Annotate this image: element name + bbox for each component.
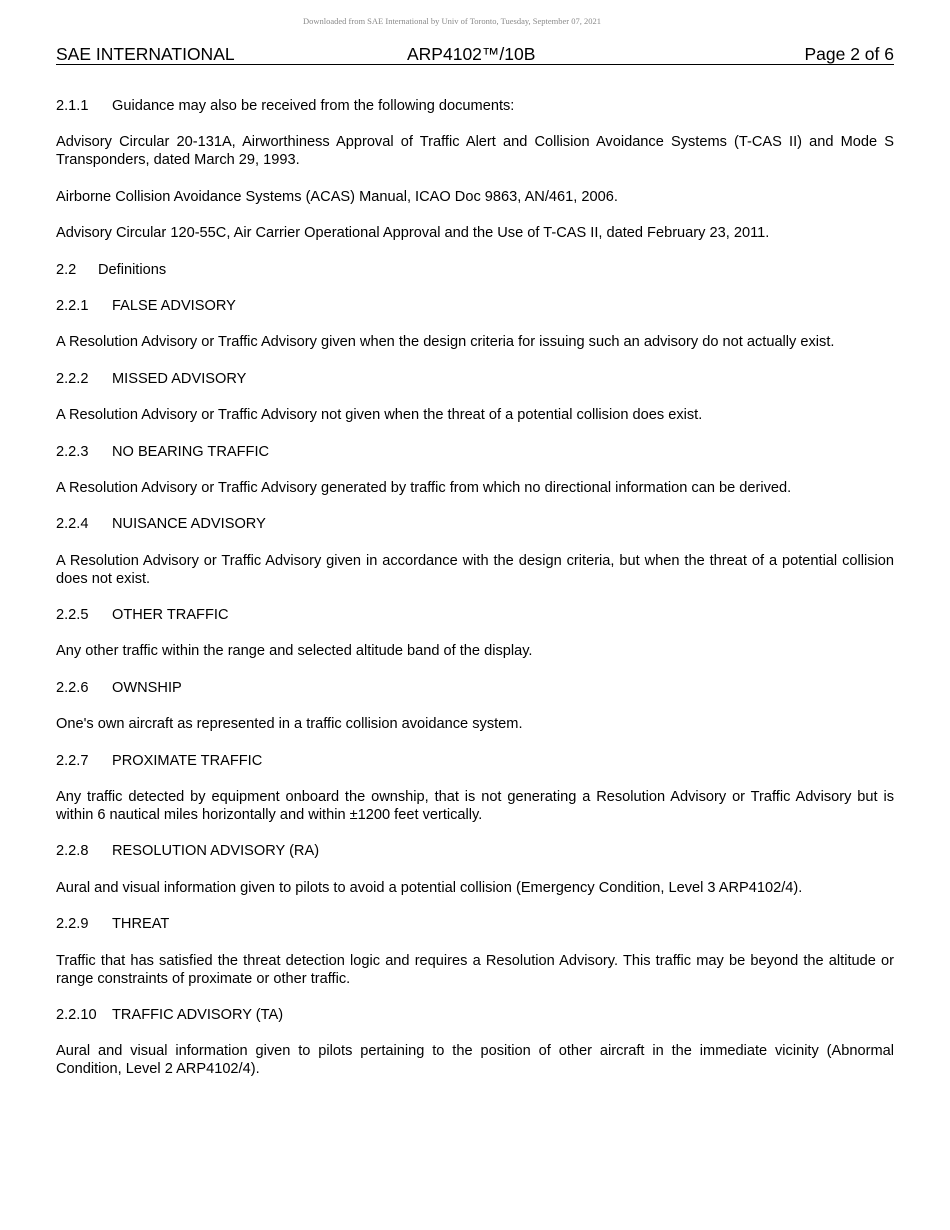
definition-term: MISSED ADVISORY <box>112 370 247 387</box>
definition-term: OWNSHIP <box>112 679 182 696</box>
definition-heading <box>56 443 894 461</box>
definition-text: Any traffic detected by equipment onboard the ownship, that is not generating a Resolution Advisory or Traffic Advisory but is within 6 nautical miles horizontally and within ±1200 feet vertically. <box>56 789 894 824</box>
section-number: 2.2 <box>56 261 77 278</box>
header-page-number: Page 2 of 6 <box>804 44 894 64</box>
download-watermark: Downloaded from SAE International by Univ of Toronto, Tuesday, September 07, 2021 <box>302 16 602 26</box>
definition-number: 2.2.10 <box>56 1006 97 1023</box>
definition-text: One's own aircraft as represented in a traffic collision avoidance system. <box>56 716 523 733</box>
definition-term: TRAFFIC ADVISORY (TA) <box>112 1006 284 1023</box>
definition-number: 2.2.2 <box>56 370 89 387</box>
definition-term: FALSE ADVISORY <box>112 297 236 314</box>
definition-term: THREAT <box>112 916 170 933</box>
document-body <box>56 97 894 1097</box>
page-header <box>56 44 894 65</box>
definition-text: Aural and visual information given to pilots to avoid a potential collision (Emergency Condition, Level 3 ARP4102/4). <box>56 879 803 896</box>
definition-text: A Resolution Advisory or Traffic Advisory given in accordance with the design criteria, but when the threat of a potential collision does not exist. <box>56 552 894 587</box>
definition-number: 2.2.8 <box>56 843 89 860</box>
section-heading-2-1-1 <box>56 97 894 115</box>
definition-number: 2.2.5 <box>56 607 89 624</box>
definition-heading <box>56 679 894 697</box>
definition-term: OTHER TRAFFIC <box>112 607 229 624</box>
definition-text: A Resolution Advisory or Traffic Advisory given when the design criteria for issuing such an advisory do not actually exist. <box>56 334 835 351</box>
definition-number: 2.2.9 <box>56 916 89 933</box>
definition-heading <box>56 915 894 933</box>
definition-heading <box>56 1006 894 1024</box>
definition-text: A Resolution Advisory or Traffic Advisory generated by traffic from which no directional information can be derived. <box>56 479 792 496</box>
definition-heading <box>56 842 894 860</box>
definition-heading <box>56 606 894 624</box>
definition-number: 2.2.3 <box>56 443 89 460</box>
definition-text: Any other traffic within the range and selected altitude band of the display. <box>56 643 533 660</box>
definition-text: Aural and visual information given to pilots pertaining to the position of other aircraft in the immediate vicinity (Abnormal Condition, Level 2 ARP4102/4). <box>56 1043 894 1078</box>
definition-term: NO BEARING TRAFFIC <box>112 443 270 460</box>
definition-number: 2.2.1 <box>56 297 89 314</box>
definition-number: 2.2.4 <box>56 516 89 533</box>
definition-heading <box>56 752 894 770</box>
reference-paragraph: Airborne Collision Avoidance Systems (ACAS) Manual, ICAO Doc 9863, AN/461, 2006. <box>56 188 618 205</box>
section-heading-2-2 <box>56 261 894 279</box>
definition-term: NUISANCE ADVISORY <box>112 516 266 533</box>
section-title: Guidance may also be received from the following documents: <box>112 98 515 114</box>
reference-paragraph: Advisory Circular 20-131A, Airworthiness Approval of Traffic Alert and Collision Avoidance Systems (T-CAS II) and Mode S Transponders, dated March 29, 1993. <box>56 134 894 169</box>
section-title: Definitions <box>98 261 167 278</box>
definition-number: 2.2.7 <box>56 752 89 769</box>
reference-paragraph: Advisory Circular 120-55C, Air Carrier Operational Approval and the Use of T-CAS II, dated February 23, 2011. <box>56 225 770 242</box>
definition-heading <box>56 370 894 388</box>
definition-heading <box>56 515 894 533</box>
definition-text: Traffic that has satisfied the threat detection logic and requires a Resolution Advisory. This traffic may be beyond the altitude or range constraints of proximate or other traffic. <box>56 952 894 987</box>
definition-text: A Resolution Advisory or Traffic Advisory not given when the threat of a potential collision does exist. <box>56 407 703 424</box>
definition-term: PROXIMATE TRAFFIC <box>112 752 263 769</box>
section-number: 2.1.1 <box>56 98 89 114</box>
definition-number: 2.2.6 <box>56 679 89 696</box>
definition-term: RESOLUTION ADVISORY (RA) <box>112 843 320 860</box>
definition-heading <box>56 297 894 315</box>
header-organization: SAE INTERNATIONAL <box>56 44 235 64</box>
header-document-id: ARP4102™/10B <box>407 44 536 64</box>
